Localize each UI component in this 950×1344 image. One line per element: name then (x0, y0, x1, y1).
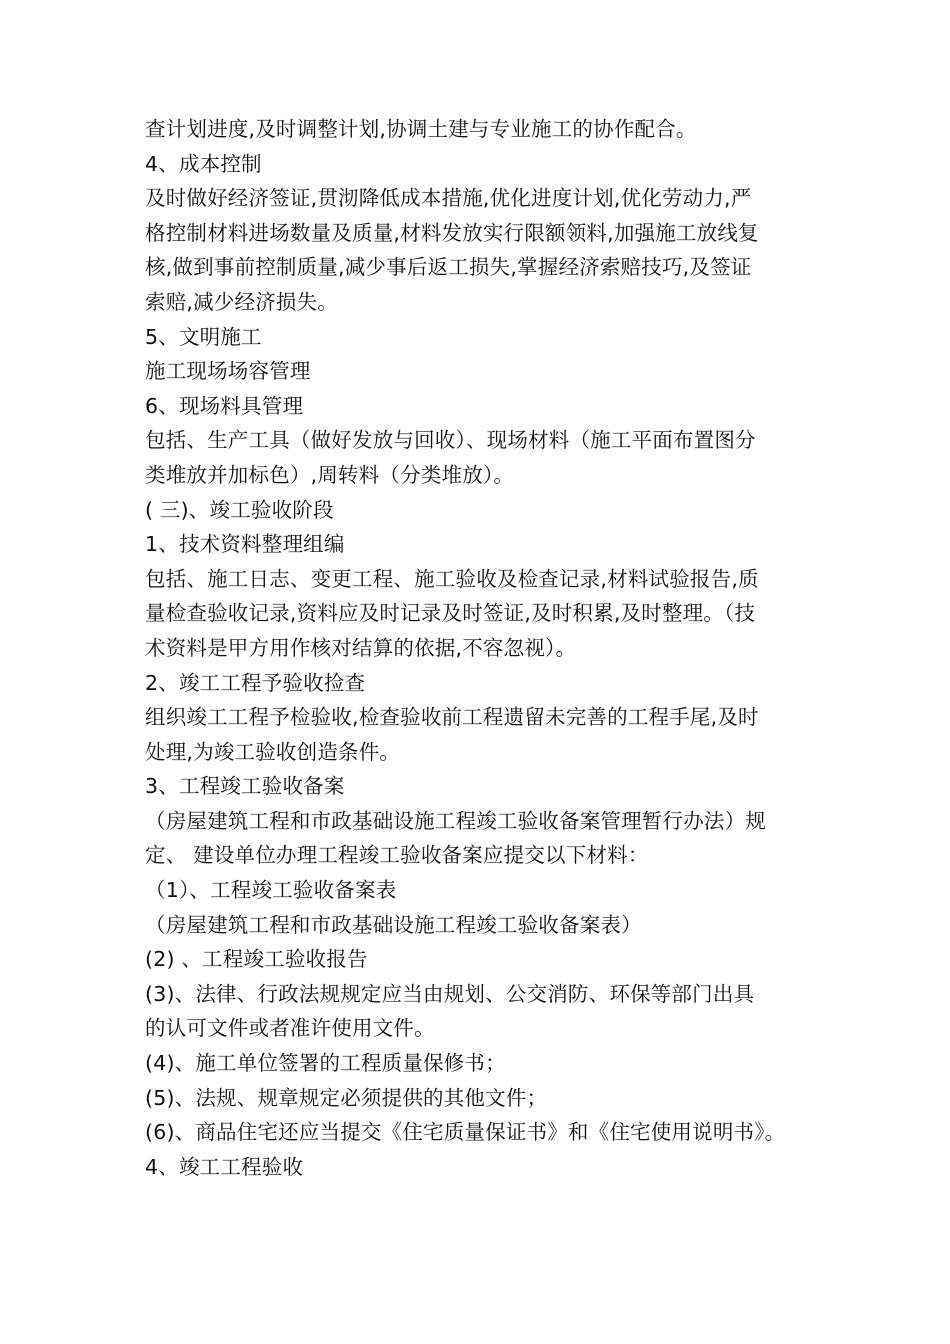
text-line: （房屋建筑工程和市政基础设施工程竣工验收备案表） (145, 912, 642, 937)
list-item: (4)、施工单位签署的工程质量保修书； (145, 1051, 506, 1076)
document-body (145, 112, 810, 1184)
text-line: 查计划进度,及时调整计划,协调土建与专业施工的协作配合。 (145, 117, 697, 141)
text-line: 定、 建设单位办理工程竣工验收备案应提交以下材料： (145, 843, 649, 868)
text-line: 组织竣工工程予检验收,检查验收前工程遗留未完善的工程手尾,及时 (145, 705, 759, 730)
text-line: 类堆放并加标色）,周转料（分类堆放）。 (145, 462, 515, 487)
text-line: 及时做好经济签证,贯沏降低成本措施,优化进度计划,优化劳动力,严 (145, 186, 752, 211)
list-item: (5)、法规、规章规定必须提供的其他文件； (145, 1085, 548, 1110)
text-line: 格控制材料进场数量及质量,材料发放实行限额领料,加强施工放线复 (145, 220, 759, 245)
text-line: 包括、生产工具（做好发放与回收）、现场材料（施工平面布置图分 (145, 428, 756, 453)
text-line: 核,做到事前控制质量,减少事后返工损失,掌握经济索赔技巧,及签证 (145, 255, 752, 280)
section-heading: ( 三)、竣工验收阶段 (145, 497, 334, 522)
section-heading: 4、成本控制 (145, 151, 262, 176)
text-line: 处理,为竣工验收创造条件。 (145, 739, 401, 764)
list-item: (2) 、工程竣工验收报告 (145, 947, 368, 972)
section-heading: 1、技术资料整理组编 (145, 532, 345, 557)
text-line: 施工现场场容管理 (145, 359, 311, 384)
text-line: 术资料是甲方用作核对结算的依据,不容忽视）。 (145, 635, 577, 660)
list-item: (6)、商品住宅还应当提交《住宅质量保证书》和《住宅使用说明书》。 (145, 1120, 786, 1145)
list-item: （1）、工程竣工验收备案表 (145, 878, 397, 903)
text-line: 的认可文件或者准许使用文件。 (145, 1016, 435, 1041)
text-line: 包括、施工日志、变更工程、施工验收及检查记录,材料试验报告,质 (145, 566, 759, 591)
section-heading: 2、竣工工程予验收捡查 (145, 670, 366, 695)
section-heading: 5、文明施工 (145, 324, 262, 349)
section-heading: 3、工程竣工验收备案 (145, 774, 345, 799)
section-heading: 4、竣工工程验收 (145, 1154, 304, 1179)
list-item: (3)、法律、行政法规规定应当由规划、公交消防、环保等部门出具 (145, 981, 755, 1006)
text-line: 量检查验收记录,资料应及时记录及时签证,及时积累,及时整理。（技 (145, 601, 756, 626)
text-line: 索赔,减少经济损失。 (145, 289, 339, 314)
section-heading: 6、现场料具管理 (145, 393, 304, 418)
text-line: （房屋建筑工程和市政基础设施工程竣工验收备案管理暂行办法）规 (145, 808, 766, 833)
